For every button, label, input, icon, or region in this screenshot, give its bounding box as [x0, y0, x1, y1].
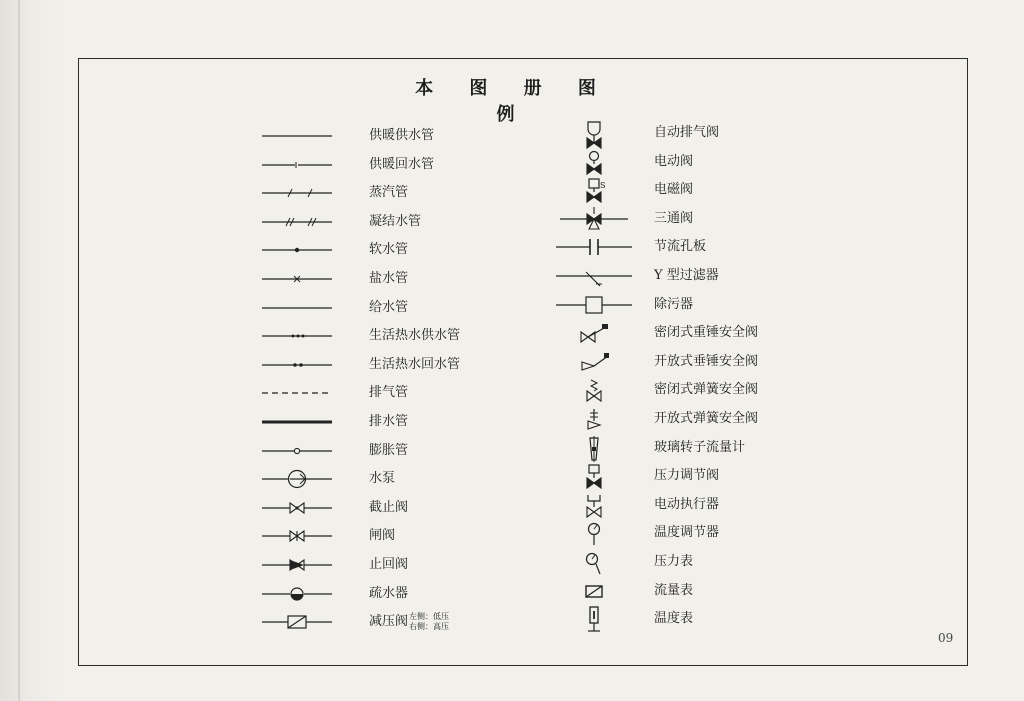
y-strainer-icon — [566, 264, 636, 290]
legend-label: 生活热水回水管 — [369, 356, 461, 372]
dirt-separator-icon — [566, 293, 636, 319]
legend-item — [262, 181, 519, 207]
legend-item — [262, 238, 519, 264]
legend-label: 压力表 — [654, 554, 694, 569]
legend-item — [262, 610, 519, 636]
binding-edge — [18, 0, 20, 701]
legend-item — [262, 210, 519, 236]
legend-item — [262, 324, 519, 350]
legend-label: 温度调节器 — [654, 525, 720, 541]
legend-item — [262, 267, 519, 293]
legend-note-line: 右侧：高压 — [409, 622, 449, 632]
legend-label: 节流孔板 — [654, 239, 707, 255]
solid-line-symbol — [262, 296, 332, 322]
rotameter-icon — [566, 436, 636, 462]
flow-meter-icon — [566, 579, 636, 605]
pressure-regulating-valve-icon — [566, 464, 636, 490]
closed-weight-safety-valve-icon — [566, 321, 636, 347]
legend-item — [566, 207, 804, 233]
legend-item — [566, 150, 804, 176]
legend-item — [566, 264, 804, 290]
legend-item — [262, 296, 519, 322]
auto-air-vent-icon — [566, 121, 636, 147]
legend-item — [262, 381, 519, 407]
steam-trap-icon — [262, 582, 332, 608]
legend-label: 截止阀 — [369, 499, 409, 515]
legend-frame — [78, 58, 968, 666]
legend-item — [262, 410, 519, 436]
x-line-symbol — [262, 267, 332, 293]
dotted-mid-line-symbol — [262, 324, 332, 350]
legend-item — [566, 607, 804, 633]
legend-item — [262, 439, 519, 465]
legend-note — [409, 612, 449, 632]
legend-label: 水泵 — [369, 471, 396, 487]
page-title: 本 图 册 图 例 — [415, 78, 611, 125]
legend-item — [566, 521, 804, 547]
motorized-valve-icon — [566, 150, 636, 176]
legend-label: 压力调节阀 — [654, 468, 720, 484]
legend-item — [262, 153, 519, 179]
legend-label: 软水管 — [369, 242, 409, 258]
orifice-plate-icon — [566, 235, 636, 261]
thick-line-symbol — [262, 410, 332, 436]
legend-label: 密闭式弹簧安全阀 — [654, 382, 759, 398]
pressure-reducing-valve-icon — [262, 610, 332, 636]
legend-item — [262, 353, 519, 379]
slash-line-symbol — [262, 181, 332, 207]
legend-label: 电动阀 — [654, 153, 694, 169]
dot-line-symbol — [262, 238, 332, 264]
circle-dot-line-symbol — [262, 439, 332, 465]
legend-item — [566, 378, 804, 404]
page-number: 09 — [938, 631, 954, 645]
legend-item — [262, 467, 519, 493]
legend-item — [566, 436, 804, 462]
legend-note-line: 左侧：低压 — [409, 612, 449, 622]
pump-icon — [262, 467, 332, 493]
legend-label: 供暖回水管 — [369, 156, 435, 172]
legend-label: 排水管 — [369, 414, 409, 429]
solenoid-valve-icon — [566, 178, 636, 204]
legend-item — [262, 553, 519, 579]
legend-item — [566, 293, 804, 319]
double-dot-line-symbol — [262, 353, 332, 379]
legend-label: 凝结水管 — [369, 213, 422, 229]
legend-item — [566, 493, 804, 519]
legend-item — [566, 121, 804, 147]
three-way-valve-icon — [566, 207, 636, 233]
legend-label: 电磁阀 — [654, 182, 694, 198]
legend-item — [566, 321, 804, 347]
legend-label: 蒸汽管 — [369, 185, 409, 201]
double-slash-line-symbol — [262, 210, 332, 236]
svg-text:S: S — [600, 181, 606, 191]
legend-label: 电动执行器 — [654, 496, 720, 512]
legend-item — [566, 464, 804, 490]
legend-label: 闸阀 — [369, 528, 396, 544]
legend-label: 疏水器 — [369, 585, 409, 601]
open-weight-safety-valve-icon — [566, 350, 636, 376]
check-valve-icon — [262, 553, 332, 579]
legend-item — [262, 582, 519, 608]
legend-label: 开放式垂锤安全阀 — [654, 353, 759, 369]
temperature-regulator-icon — [566, 521, 636, 547]
legend-item — [566, 407, 804, 433]
legend-label: 排气管 — [369, 385, 409, 401]
legend-item — [262, 124, 519, 150]
legend-label: 除污器 — [654, 296, 694, 312]
open-spring-safety-valve-icon — [566, 407, 636, 433]
legend-item — [262, 496, 519, 522]
legend-label: 流量表 — [654, 582, 694, 598]
legend-label: 膨胀管 — [369, 442, 409, 458]
legend-label: 自动排气阀 — [654, 125, 720, 140]
legend-label: 密闭式重锤安全阀 — [654, 325, 759, 341]
pressure-gauge-icon — [566, 550, 636, 576]
legend-label: 生活热水供水管 — [369, 328, 461, 344]
thermometer-icon — [566, 607, 636, 633]
gate-valve-icon — [262, 524, 332, 550]
legend-label: 温度表 — [654, 611, 694, 627]
electric-actuator-icon — [566, 493, 636, 519]
legend-label: 止回阀 — [369, 557, 409, 572]
legend-item — [566, 550, 804, 576]
legend-item — [566, 350, 804, 376]
legend-label: 三通阀 — [654, 210, 694, 226]
legend-label: 给水管 — [369, 299, 409, 315]
closed-spring-safety-valve-icon — [566, 378, 636, 404]
legend-item — [262, 524, 519, 550]
legend-label: 盐水管 — [369, 271, 409, 286]
legend-label: 减压阀 — [369, 614, 409, 630]
legend-label: 供暖供水管 — [369, 128, 435, 143]
legend-item — [566, 235, 804, 261]
dash-dot-line-symbol — [262, 153, 332, 179]
legend-item — [566, 579, 804, 605]
solid-line-symbol — [262, 124, 332, 150]
legend-label: 开放式弹簧安全阀 — [654, 411, 759, 426]
legend-label: 玻璃转子流量计 — [654, 439, 746, 455]
dashed-line-symbol — [262, 381, 332, 407]
globe-valve-icon — [262, 496, 332, 522]
legend-label: Y 型过滤器 — [654, 268, 719, 283]
legend-item — [566, 178, 804, 204]
